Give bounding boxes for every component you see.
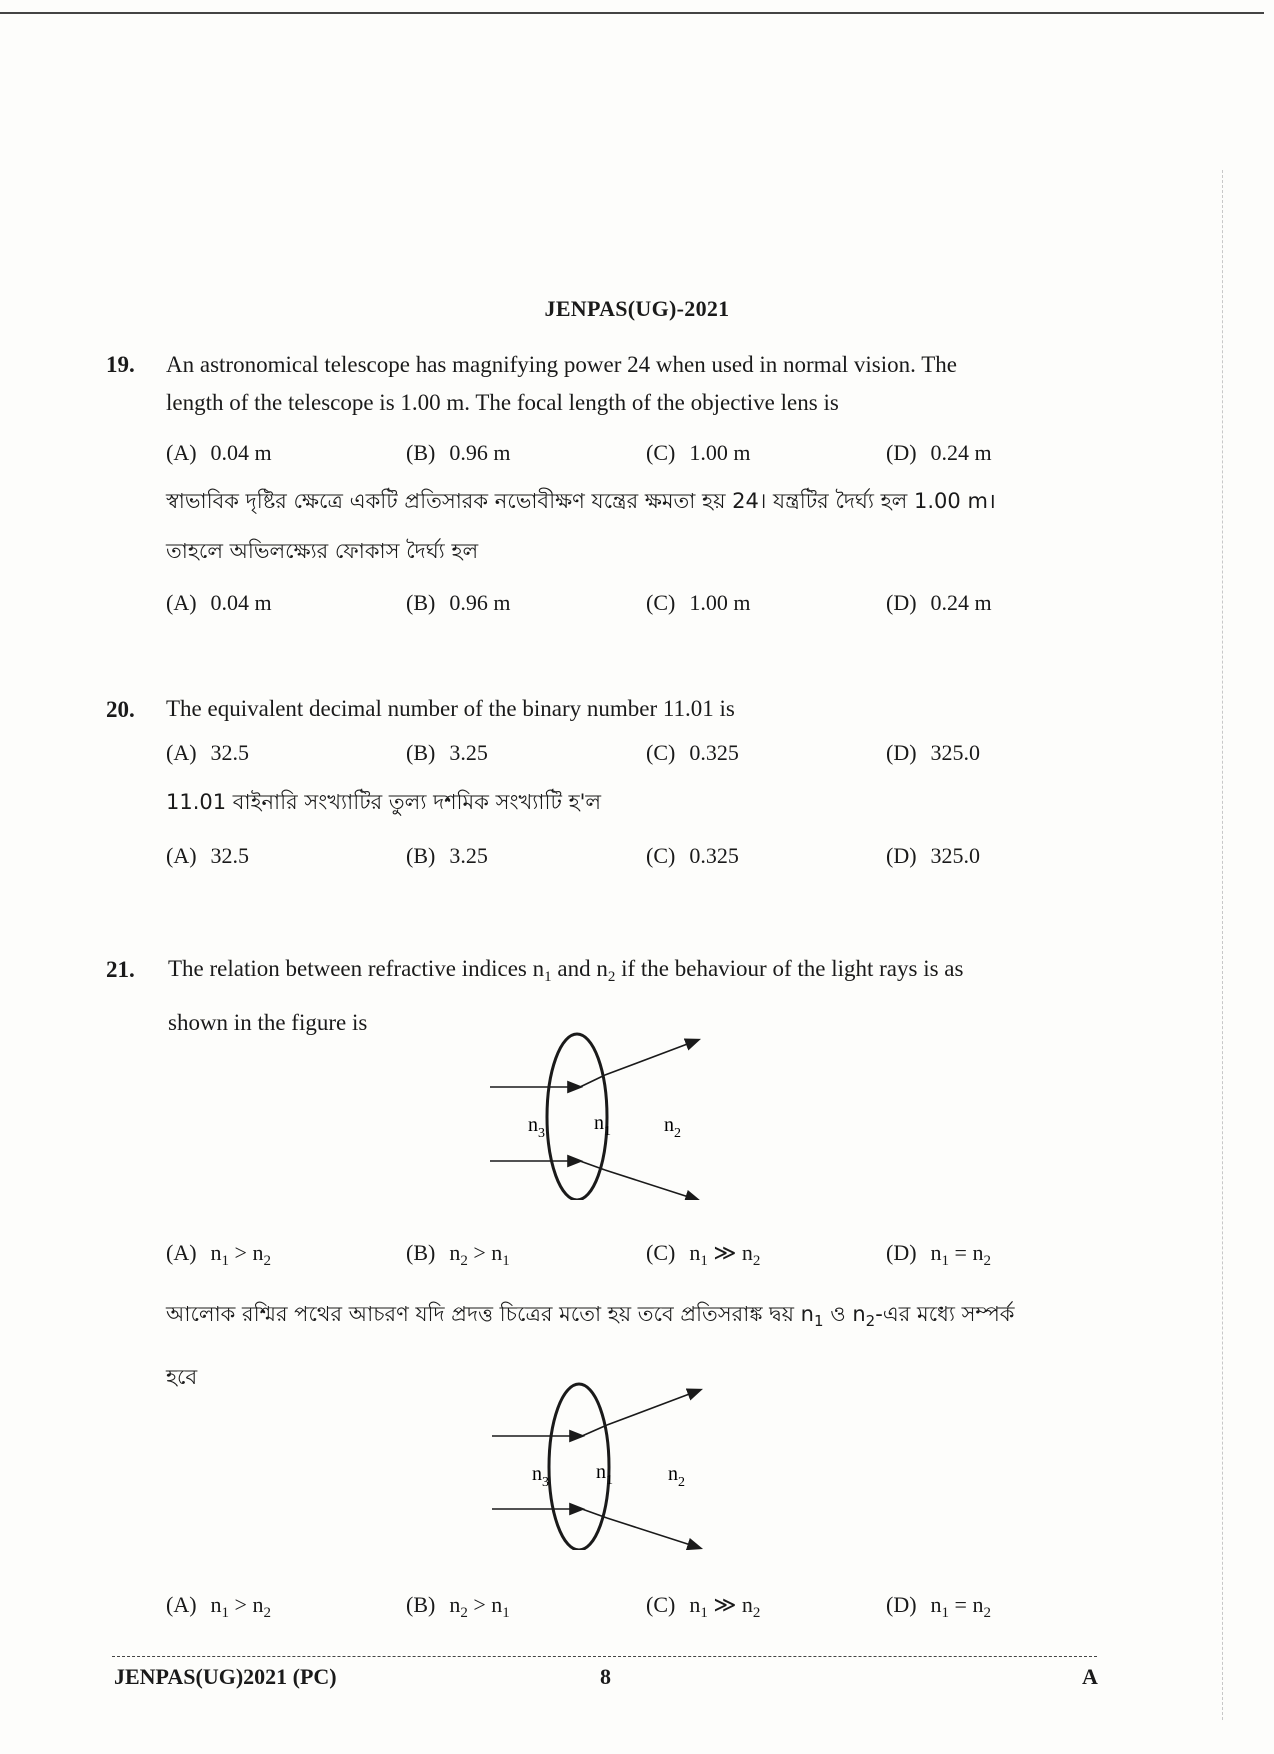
inner-ray-top [582,1425,607,1436]
question-19-bengali-line-2: তাহলে অভিলক্ষ্যের ফোকাস দৈর্ঘ্য হল [166,539,479,563]
question-21-bengali-options [166,1592,1146,1624]
option-d: (D) 325.0 [886,740,981,765]
lens-figure-1 [480,1030,720,1200]
label-n2: $n_2$ [664,1114,681,1141]
question-19-bengali-line-1: স্বাভাবিক দৃষ্টির ক্ষেত্রে একটি প্রতিসারক নভোবীক্ষণ যন্ত্রের ক্ষমতা হয় 24। যন্ত্রটির দৈর্ঘ্য হল 1.00 m। [166,489,996,513]
question-20-text: The equivalent decimal number of the binary number 11.01 is [166,696,735,721]
option-c: (C) 0.325 [646,843,739,868]
question-19-bengali-options [166,590,1146,622]
question-20-number: 20. [106,697,135,722]
option-d: (D) $n_1 = n_2$ [886,1592,991,1621]
question-21-options [166,1240,1146,1272]
option-b: (B) $n_2 > n_1$ [406,1592,510,1621]
option-a: (A) $n_1 > n_2$ [166,1592,271,1621]
lens-figure-2 [480,1380,720,1550]
option-c: (C) $n_1$ ≫ $n_2$ [646,1240,761,1269]
page-edge-line [1222,170,1224,1720]
option-a: (A) 0.04 m [166,590,272,615]
option-a: (A) $n_1 > n_2$ [166,1240,271,1269]
option-c: (C) 0.325 [646,740,739,765]
question-19-options [166,440,1146,472]
question-19-line-2: length of the telescope is 1.00 m. The focal length of the objective lens is [166,390,839,415]
label-n3: $n_3$ [528,1114,545,1141]
question-19-text [166,346,1126,422]
option-b: (B) $n_2 > n_1$ [406,1240,510,1269]
question-20-bengali-options [166,843,1146,875]
emergent-ray-top [605,1040,698,1075]
option-d: (D) 325.0 [886,843,981,868]
option-a: (A) 32.5 [166,843,250,868]
question-19-line-1: An astronomical telescope has magnifying power 24 when used in normal vision. The [166,352,957,377]
option-c: (C) 1.00 m [646,440,751,465]
option-d: (D) 0.24 m [886,440,992,465]
question-21-bengali-line-2: হবে [166,1365,198,1389]
option-b: (B) 3.25 [406,843,488,868]
page-header: JENPAS(UG)-2021 [544,296,730,321]
label-n3: $n_3$ [532,1463,549,1490]
option-b: (B) 0.96 m [406,590,511,615]
option-a: (A) 32.5 [166,740,250,765]
option-d: (D) $n_1 = n_2$ [886,1240,991,1269]
question-21-number: 21. [106,957,135,982]
label-n1: $n_1$ [594,1112,611,1139]
question-21-line-1: The relation between refractive indices $n_1$ and $n_2$ if the behaviour of the light rays is as [168,956,964,985]
top-rule [0,12,1264,14]
question-19-bengali-text [166,476,1166,576]
option-c: (C) 1.00 m [646,590,751,615]
emergent-ray-bottom [605,1170,698,1200]
footer-rule [112,1656,1097,1657]
question-19-number: 19. [106,352,135,377]
booklet-set: A [1082,1664,1098,1689]
question-20-bengali-text: 11.01 বাইনারি সংখ্যাটির তুল্য দশমিক সংখ্যাটি হ'ল [166,790,602,814]
option-b: (B) 0.96 m [406,440,511,465]
page-number: 8 [600,1664,611,1689]
option-c: (C) $n_1$ ≫ $n_2$ [646,1592,761,1621]
option-b: (B) 3.25 [406,740,488,765]
question-21-bengali-line-1: আলোক রশ্মির পথের আচরণ যদি প্রদত্ত চিত্রের মতো হয় তবে প্রতিসরাঙ্ক দ্বয় $n_1$ ও $n_2-এর$ মধ্যে সম্পর্ক [166,1302,1015,1330]
question-21-line-2: shown in the figure is [168,1010,368,1035]
option-d: (D) 0.24 m [886,590,992,615]
footer-exam-code: JENPAS(UG)2021 (PC) [114,1664,337,1689]
label-n1: $n_1$ [596,1461,613,1488]
option-a: (A) 0.04 m [166,440,272,465]
label-n2: $n_2$ [668,1463,685,1490]
inner-ray-top [580,1075,605,1087]
emergent-ray-top [607,1390,700,1425]
emergent-ray-bottom [607,1518,700,1548]
question-20-options [166,740,1146,772]
